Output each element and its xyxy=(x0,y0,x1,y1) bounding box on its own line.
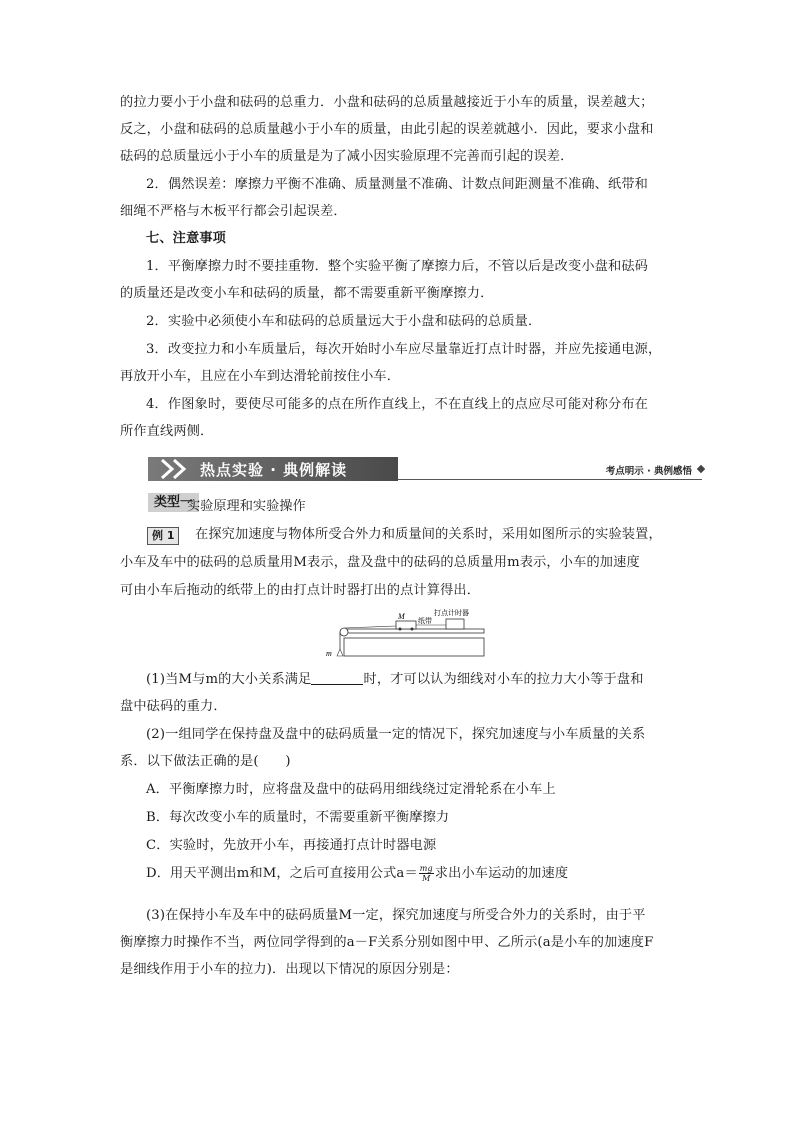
type-tag: 类型一 xyxy=(148,493,199,512)
type-title: 实验原理和实验操作 xyxy=(187,499,306,514)
note-line: 1．平衡摩擦力时不要挂重物．整个实验平衡了摩擦力后，不管以后是改变小盘和砝码 xyxy=(146,259,649,274)
diamond-icon xyxy=(697,465,705,473)
note-line: 再放开小车，且应在小车到达滑轮前按住小车． xyxy=(120,369,401,384)
answer-blank[interactable] xyxy=(311,670,363,685)
paragraph-line: 反之，小盘和砝码的总质量越小于小车的质量，由此引起的误差就越小．因此，要求小盘和 xyxy=(120,122,654,137)
q1-text-before: (1)当M与m的大小关系满足 xyxy=(146,672,312,687)
formula-fraction xyxy=(419,864,434,883)
note-line: 3．改变拉力和小车质量后，每次开始时小车应尽量靠近打点计时器，并应先接通电源， xyxy=(146,342,662,357)
paragraph-line: 2．偶然误差：摩擦力平衡不准确、质量测量不准确、计数点间距测量不准确、纸带和 xyxy=(146,177,649,192)
chevron-right-icon xyxy=(154,457,204,481)
label-m: m xyxy=(326,649,332,658)
option-d-before: D．用天平测出m和M，之后可直接用公式a＝ xyxy=(146,866,418,881)
section-heading: 七、注意事项 xyxy=(146,231,227,246)
option-d xyxy=(146,864,680,884)
question-3-line: 是细线作用于小车的拉力)．出现以下情况的原因分别是： xyxy=(120,962,459,977)
label-M: M xyxy=(398,612,405,621)
example-line: 小车及车中的砝码的总质量用M表示，盘及盘中的砝码的总质量用m表示，小车的加速度 xyxy=(120,555,640,570)
note-line: 所作直线两侧． xyxy=(120,424,214,439)
option-a: A．平衡摩擦力时，应将盘及盘中的砝码用细线绕过定滑轮系在小车上 xyxy=(146,782,556,797)
note-line: 的质量还是改变小车和砝码的质量，都不需要重新平衡摩擦力． xyxy=(120,286,494,301)
question-3-line: 衡摩擦力时操作不当，两位同学得到的a－F关系分别如图中甲、乙所示(a是小车的加速度F xyxy=(120,935,654,950)
banner-subtitle: 考点明示 · 典例感悟 xyxy=(605,466,692,477)
question-1-line: 盘中砝码的重力． xyxy=(120,699,227,714)
option-d-after: 求出小车运动的加速度 xyxy=(434,866,569,881)
label-paper-tape: 纸带 xyxy=(418,617,432,625)
banner-rule xyxy=(398,479,702,480)
option-c: C．实验时，先放开小车，再接通打点计时器电源 xyxy=(146,838,437,853)
option-b: B．每次改变小车的质量时，不需要重新平衡摩擦力 xyxy=(146,810,450,825)
note-line: 2．实验中必须使小车和砝码的总质量远大于小盘和砝码的总质量． xyxy=(146,314,542,329)
note-line: 4．作图象时，要使尽可能多的点在所作直线上，不在直线上的点应尽可能对称分布在 xyxy=(146,397,649,412)
question-3-line: (3)在保持小车及车中的砝码质量M一定，探究加速度与所受合外力的关系时，由于平 xyxy=(146,908,646,923)
paragraph-line: 的拉力要小于小盘和砝码的总重力．小盘和砝码的总质量越接近于小车的质量，误差越大； xyxy=(120,95,654,110)
banner-box xyxy=(148,457,398,481)
q1-text-after: 时，才可以认为细线对小车的拉力大小等于盘和 xyxy=(363,672,644,687)
section-banner xyxy=(148,457,708,483)
fraction-denominator: M xyxy=(422,874,431,883)
question-2-line: (2)一组同学在保持盘及盘中的砝码质量一定的情况下，探究加速度与小车质量的关系 xyxy=(146,727,646,742)
example-line: 在探究加速度与物体所受合外力和质量间的关系时，采用如图所示的实验装置， xyxy=(195,527,662,542)
example-line: 可由小车后拖动的纸带上的由打点计时器打出的点计算得出． xyxy=(120,583,481,598)
label-timer: 打点计时器 xyxy=(434,609,469,617)
paragraph-line: 细绳不严格与木板平行都会引起误差． xyxy=(120,204,347,219)
banner-title: 热点实验 · 典例解读 xyxy=(200,461,348,479)
experiment-apparatus-figure xyxy=(326,604,486,664)
example-tag: 例 1 xyxy=(147,527,179,545)
question-2-line: 系．以下做法正确的是( ) xyxy=(120,754,291,769)
fraction-numerator: mg xyxy=(419,864,433,873)
question-1-line xyxy=(146,670,680,690)
paragraph-line: 砝码的总质量远小于小车的质量是为了减小因实验原理不完善而引起的误差． xyxy=(120,149,574,164)
